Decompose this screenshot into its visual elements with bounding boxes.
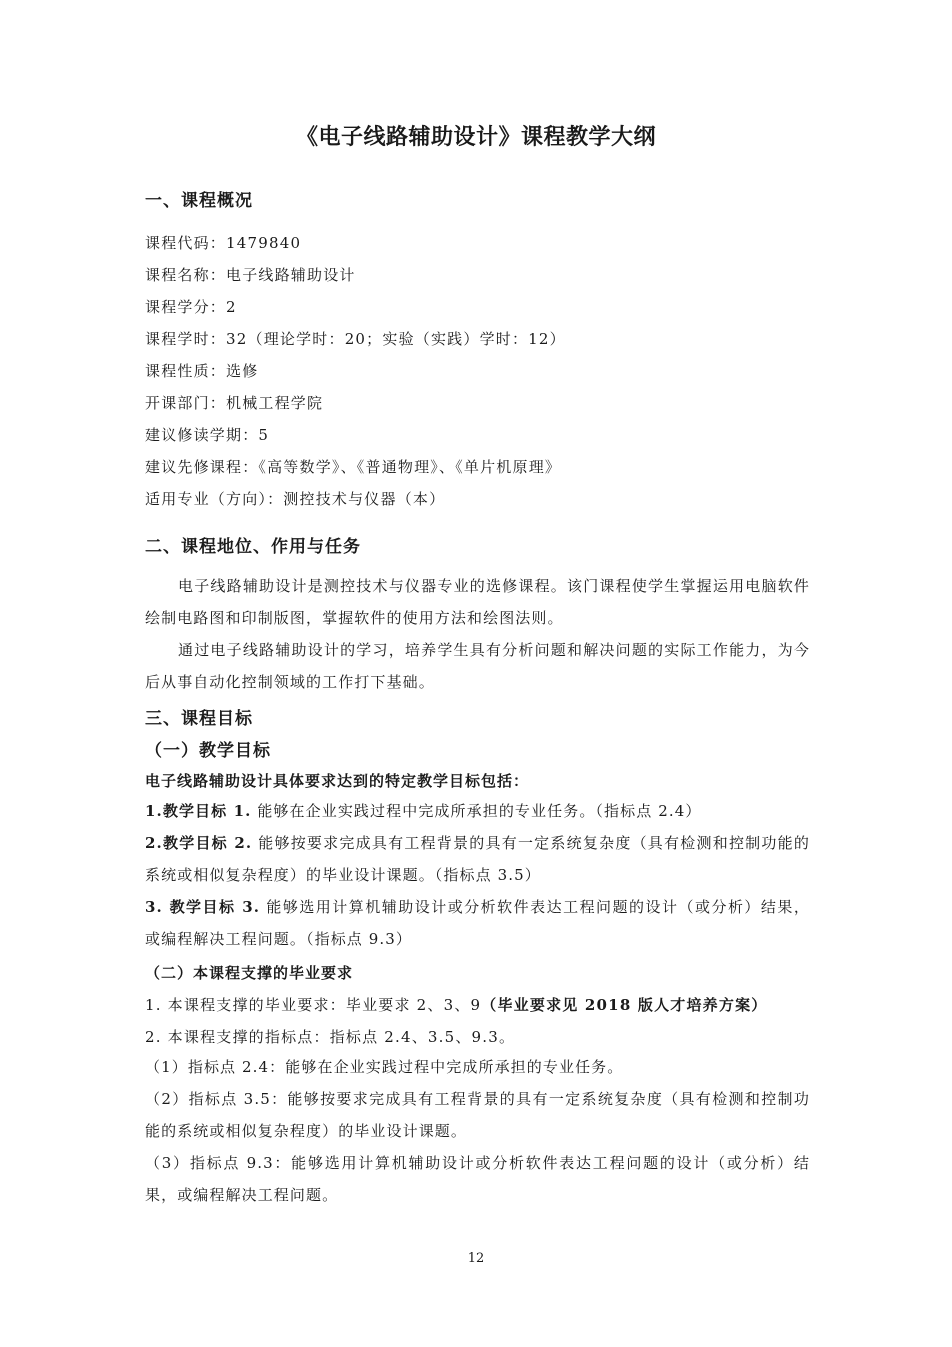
course-department: 开课部门：机械工程学院	[145, 394, 324, 412]
goal-text: 能够在企业实践过程中完成所承担的专业任务。（指标点 2.4）	[257, 802, 702, 820]
requirement-1-note: （毕业要求见 2018 版人才培养方案）	[481, 996, 768, 1014]
requirement-2: 2. 本课程支撑的指标点：指标点 2.4、3.5、9.3。	[145, 1028, 516, 1046]
section2-paragraph-2: 通过电子线路辅助设计的学习，培养学生具有分析问题和解决问题的实际工作能力，为今后从事自动化控制领域的工作打下基础。	[145, 641, 810, 691]
teaching-goal-1	[145, 795, 810, 827]
course-hours: 课程学时：32（理论学时：20；实验（实践）学时：12）	[145, 330, 566, 348]
teaching-goal-2	[145, 827, 810, 891]
goal-text: 能够选用计算机辅助设计或分析软件表达工程问题的设计（或分析）结果，或编程解决工程问题。（指标点 9.3）	[145, 898, 810, 948]
teaching-goal-3	[145, 891, 810, 955]
requirement-1-text: 1. 本课程支撑的毕业要求：毕业要求 2、3、9	[145, 996, 482, 1014]
course-prerequisites: 建议先修课程：《高等数学》、《普通物理》、《单片机原理》	[145, 458, 562, 476]
goal-label: 1.教学目标 1.	[145, 802, 252, 820]
page-number: 12	[467, 1251, 485, 1266]
course-credits: 课程学分：2	[145, 298, 237, 316]
teaching-goals-heading: （一）教学目标	[145, 741, 271, 761]
course-nature: 课程性质：选修	[145, 362, 259, 380]
goal-label: 2.教学目标 2.	[145, 834, 253, 852]
requirement-1	[145, 994, 767, 1015]
document-title: 《电子线路辅助设计》课程教学大纲	[295, 124, 656, 150]
goal-label: 3. 教学目标 3.	[145, 898, 261, 916]
goal-text: 能够按要求完成具有工程背景的具有一定系统复杂度（具有检测和控制功能的系统或相似复杂程度）的毕业设计课题。（指标点 3.5）	[145, 834, 810, 884]
indicator-point-2: （2）指标点 3.5：能够按要求完成具有工程背景的具有一定系统复杂度（具有检测和控制功能的系统或相似复杂程度）的毕业设计课题。	[145, 1090, 810, 1140]
course-major: 适用专业（方向）：测控技术与仪器（本）	[145, 490, 446, 508]
course-semester: 建议修读学期：5	[145, 426, 270, 444]
teaching-goals-intro: 电子线路辅助设计具体要求达到的特定教学目标包括：	[145, 772, 530, 790]
graduation-requirements-heading: （二）本课程支撑的毕业要求	[145, 964, 354, 982]
indicator-point-3: （3）指标点 9.3：能够选用计算机辅助设计或分析软件表达工程问题的设计（或分析）结果，或编程解决工程问题。	[145, 1154, 810, 1204]
course-code: 课程代码：1479840	[145, 234, 302, 252]
section1-heading: 一、课程概况	[145, 191, 253, 211]
section2-heading: 二、课程地位、作用与任务	[145, 537, 361, 557]
course-name: 课程名称：电子线路辅助设计	[145, 266, 356, 284]
indicator-point-1: （1）指标点 2.4：能够在企业实践过程中完成所承担的专业任务。	[145, 1058, 624, 1076]
section2-paragraph-1: 电子线路辅助设计是测控技术与仪器专业的选修课程。该门课程使学生掌握运用电脑软件绘制电路图和印制版图，掌握软件的使用方法和绘图法则。	[145, 577, 810, 627]
section3-heading: 三、课程目标	[145, 709, 253, 729]
